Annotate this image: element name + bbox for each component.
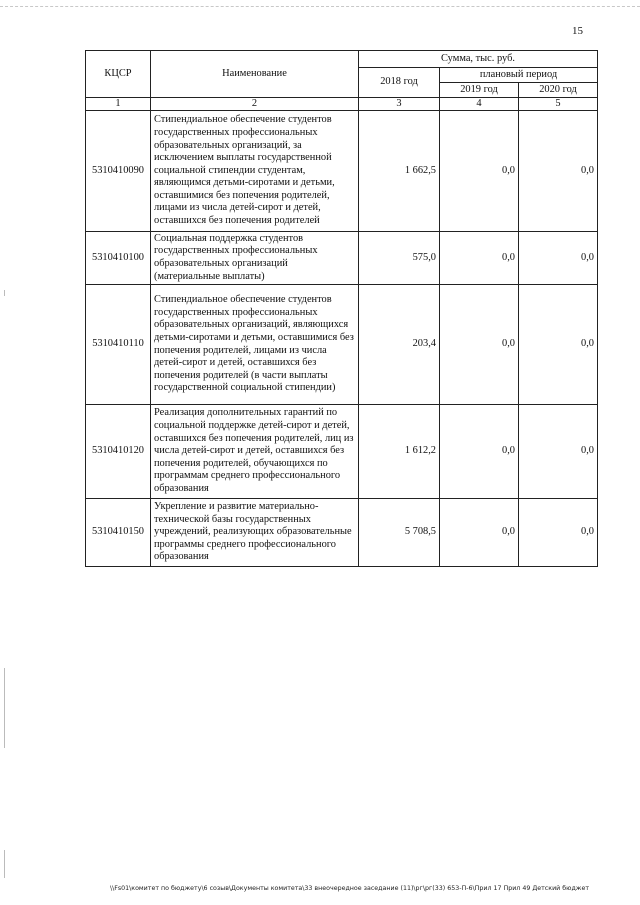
left-margin-mark (4, 668, 5, 748)
page-number: 15 (572, 25, 583, 37)
row-value-2018: 1 662,5 (359, 111, 440, 232)
column-number: 4 (440, 98, 519, 111)
row-code: 5310410100 (86, 232, 151, 285)
row-name: Социальная поддержка студентов государственных профессиональных образовательных организаций (материальные выплаты) (151, 232, 359, 285)
row-value-2019: 0,0 (440, 405, 519, 499)
row-value-2020: 0,0 (519, 232, 598, 285)
row-value-2018: 1 612,2 (359, 405, 440, 499)
column-number: 1 (86, 98, 151, 111)
left-margin-mark (4, 850, 5, 878)
budget-table (85, 50, 598, 567)
header-name: Наименование (151, 51, 359, 98)
left-margin-mark (4, 290, 5, 296)
row-value-2018: 5 708,5 (359, 499, 440, 567)
row-value-2019: 0,0 (440, 111, 519, 232)
top-scan-rule (0, 6, 640, 7)
row-code: 5310410150 (86, 499, 151, 567)
row-value-2019: 0,0 (440, 285, 519, 405)
row-name: Реализация дополнительных гарантий по социальной поддержке детей-сирот и детей, оставшихся без попечения родителей, лиц из числа детей-сирот и детей, оставшихся без попечения родителей, обучающихся по программам среднего профессионального образования (151, 405, 359, 499)
table-row (86, 499, 598, 567)
row-code: 5310410120 (86, 405, 151, 499)
row-name: Стипендиальное обеспечение студентов государственных профессиональных образовательных организаций, являющихся детьми-сиротами и детьми, оставшимися без попечения родителей, лицами из числа детей-сирот и детей, оставшихся без попечения родителей (в части выплаты государственной социальной стипендии) (151, 285, 359, 405)
row-value-2019: 0,0 (440, 232, 519, 285)
header-year-2020: 2020 год (519, 83, 598, 98)
header-sum: Сумма, тыс. руб. (359, 51, 598, 68)
header-planned-period: плановый период (440, 68, 598, 83)
row-value-2020: 0,0 (519, 405, 598, 499)
row-value-2020: 0,0 (519, 499, 598, 567)
header-year-2019: 2019 год (440, 83, 519, 98)
table-row (86, 405, 598, 499)
header-code: КЦСР (86, 51, 151, 98)
header-year-2018: 2018 год (359, 68, 440, 98)
row-value-2018: 203,4 (359, 285, 440, 405)
column-number: 2 (151, 98, 359, 111)
row-value-2018: 575,0 (359, 232, 440, 285)
table-row (86, 111, 598, 232)
table-row (86, 232, 598, 285)
column-number: 3 (359, 98, 440, 111)
row-value-2020: 0,0 (519, 285, 598, 405)
row-name: Стипендиальное обеспечение студентов государственных профессиональных образовательных организаций, за исключением выплаты государственной социальной стипендии студентам, являющимся детьми-сиротами и детьми, оставшимися без попечения родителей, лицами из числа детей-сирот и детей, оставшихся без попечения родителей (151, 111, 359, 232)
row-value-2020: 0,0 (519, 111, 598, 232)
row-name: Укрепление и развитие материально-технической базы государственных учреждений, реализующих образовательные программы среднего профессионального образования (151, 499, 359, 567)
table-row (86, 285, 598, 405)
footer-file-path: \\Fs01\комитет по бюджету\6 созыв\Документы комитета\33 внеочередное заседание (11)\рг\рг(33) 653-П-6\Прил 17 Прил 49 Детский бюджет (110, 885, 590, 892)
column-number: 5 (519, 98, 598, 111)
row-code: 5310410110 (86, 285, 151, 405)
row-code: 5310410090 (86, 111, 151, 232)
row-value-2019: 0,0 (440, 499, 519, 567)
